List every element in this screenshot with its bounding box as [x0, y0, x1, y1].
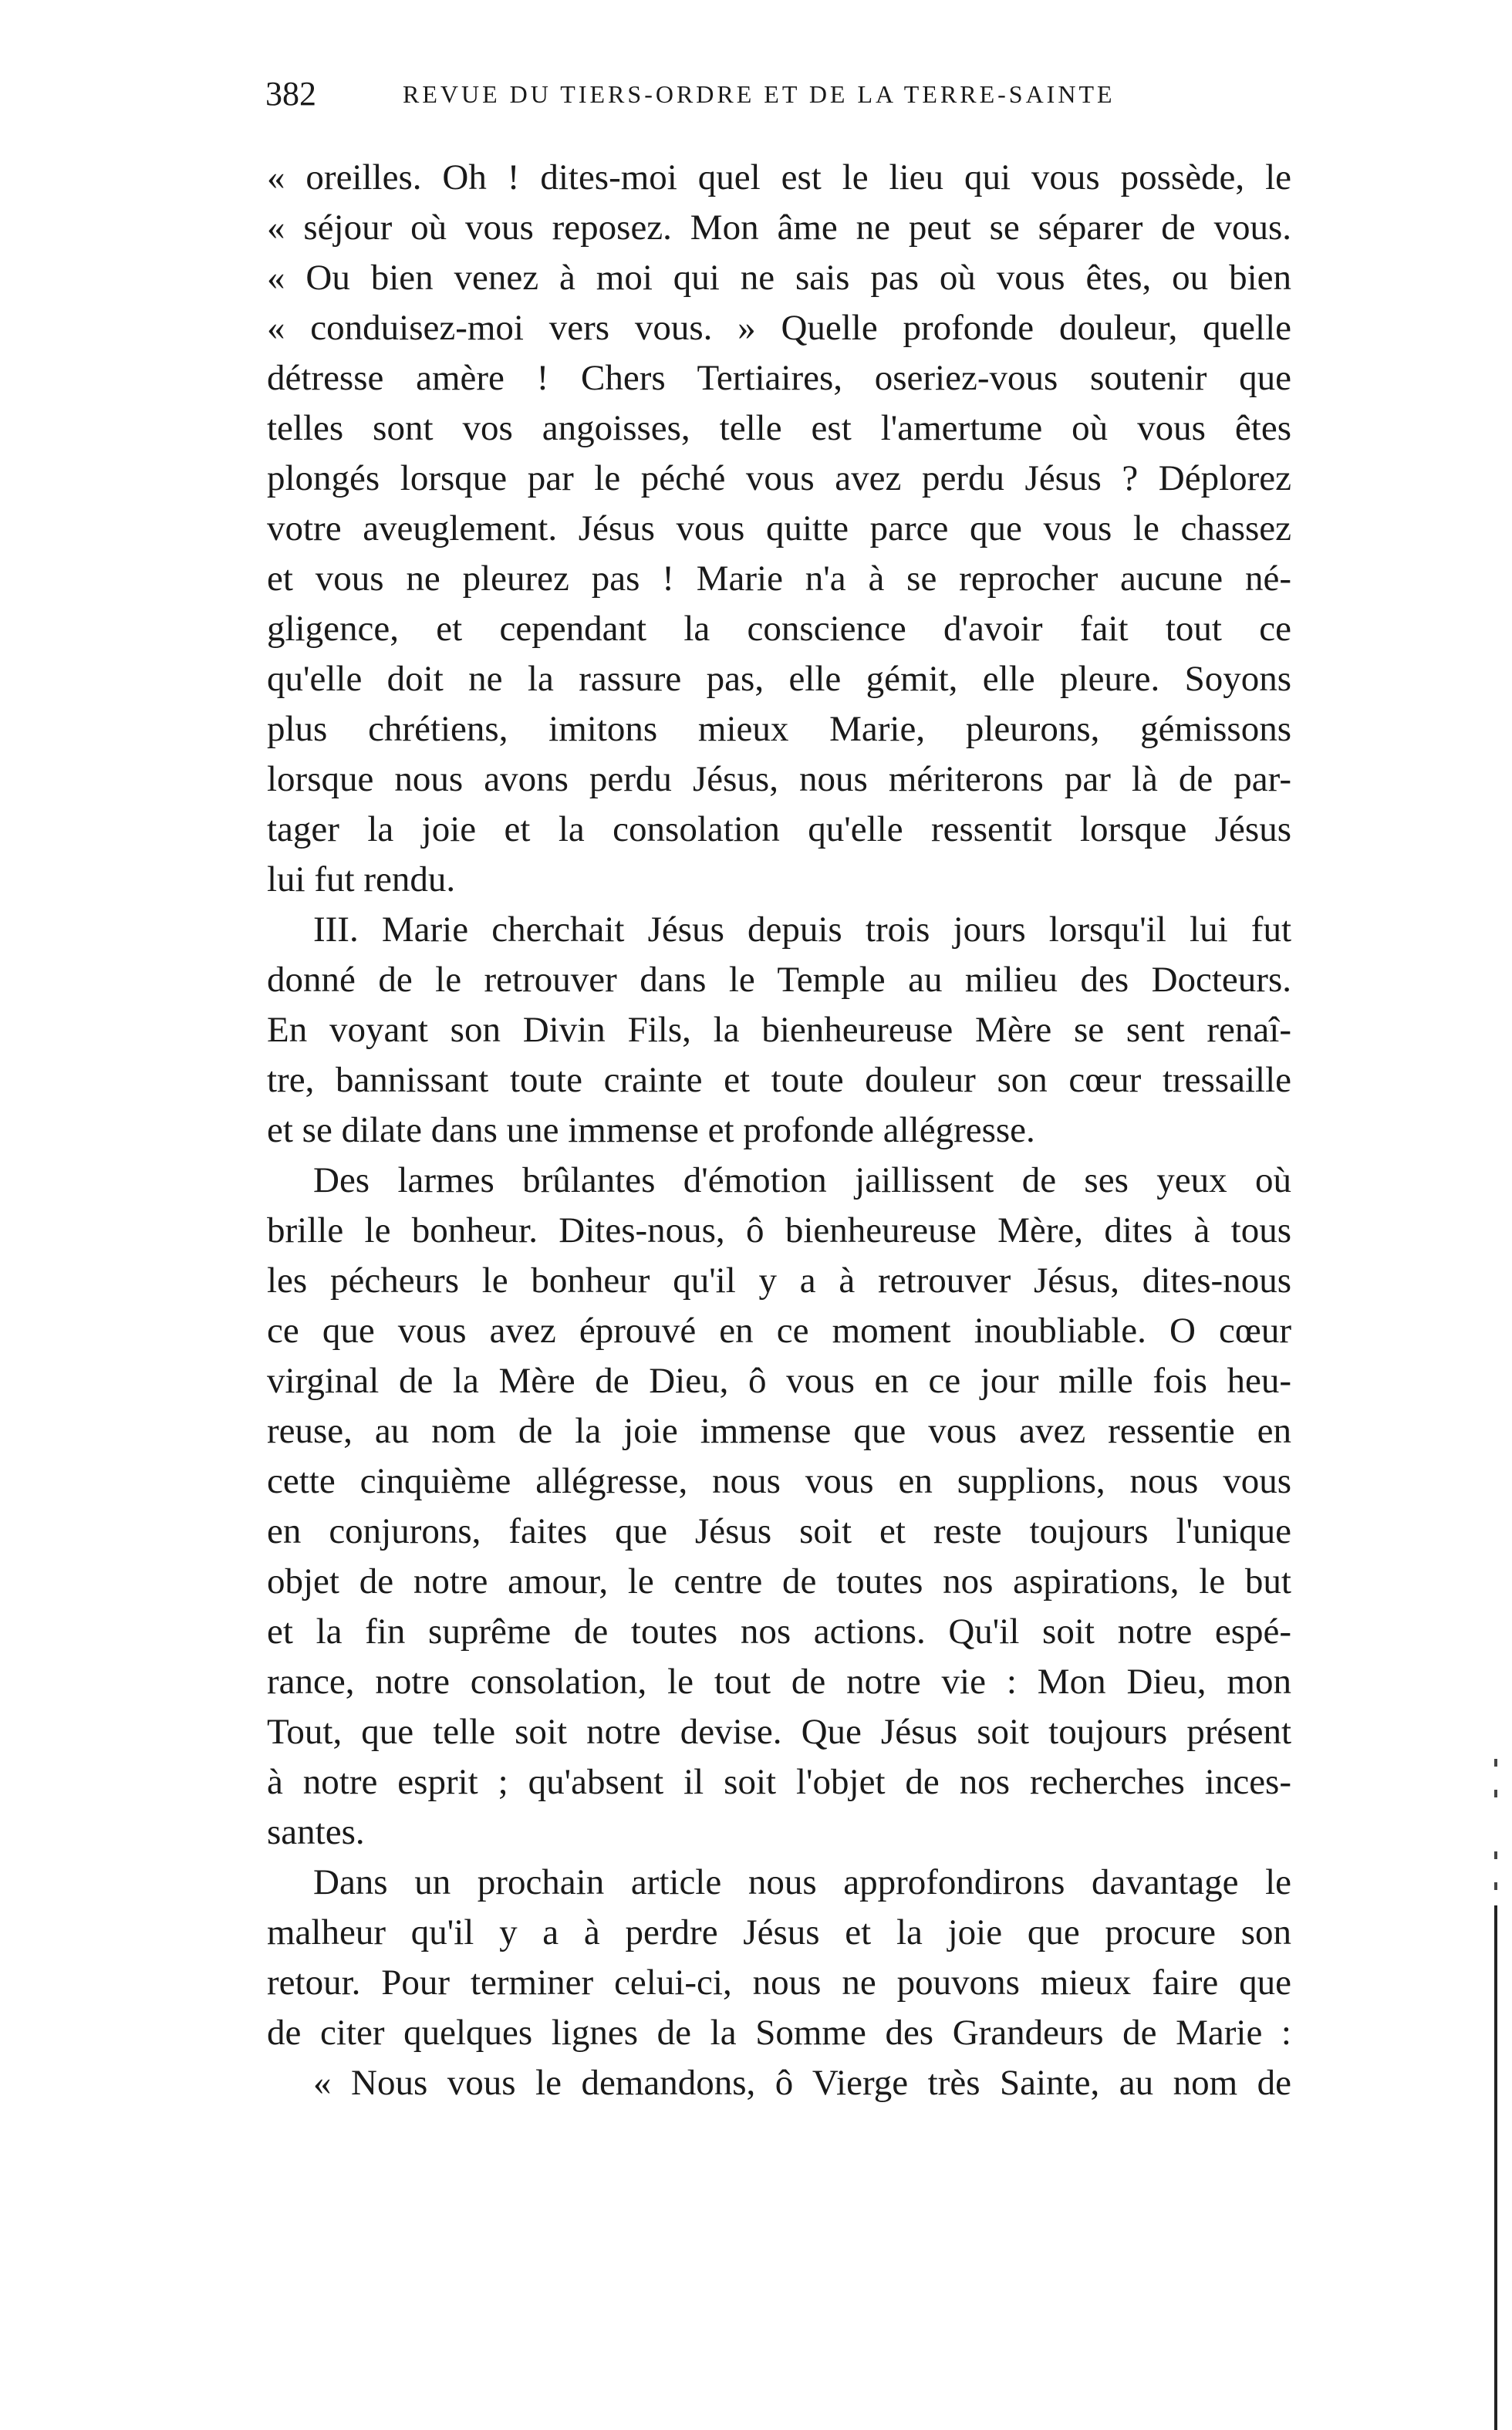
text-line: les pécheurs le bonheur qu'il y a à retrouver Jésus, dites-nous	[267, 1261, 1291, 1301]
text-line: « oreilles. Oh ! dites-moi quel est le lieu qui vous possède, le	[267, 157, 1291, 197]
text-line: retour. Pour terminer celui-ci, nous ne pouvons mieux faire que	[267, 1963, 1291, 2003]
paragraph-first-line: Dans un prochain article nous approfondirons davantage le	[313, 1862, 1291, 1902]
text-line: gligence, et cependant la conscience d'avoir fait tout ce	[267, 609, 1291, 649]
text-line: donné de le retrouver dans le Temple au milieu des Docteurs.	[267, 960, 1291, 1000]
scan-edge-mark	[1494, 1759, 1497, 1767]
text-line: et vous ne pleurez pas ! Marie n'a à se reprocher aucune né-	[267, 559, 1291, 599]
text-line: reuse, au nom de la joie immense que vous avez ressentie en	[267, 1411, 1291, 1451]
text-line: santes.	[267, 1812, 365, 1852]
text-line: « séjour où vous reposez. Mon âme ne peut se séparer de vous.	[267, 208, 1291, 248]
page-number: 382	[265, 75, 316, 113]
text-line: en conjurons, faites que Jésus soit et reste toujours l'unique	[267, 1511, 1291, 1551]
section-three-first-line: III. Marie cherchait Jésus depuis trois jours lorsqu'il lui fut	[313, 910, 1291, 950]
page-header	[265, 71, 1291, 117]
text-line: et la fin suprême de toutes nos actions. Qu'il soit notre espé-	[267, 1612, 1291, 1652]
scan-edge-mark	[1494, 1851, 1497, 1859]
text-line: brille le bonheur. Dites-nous, ô bienheureuse Mère, dites à tous	[267, 1210, 1291, 1250]
text-line: En voyant son Divin Fils, la bienheureuse Mère se sent renaî-	[267, 1010, 1291, 1050]
scan-edge-mark	[1494, 1790, 1497, 1797]
paragraph-first-line: Des larmes brûlantes d'émotion jaillissent de ses yeux où	[313, 1160, 1291, 1200]
text-line: tre, bannissant toute crainte et toute douleur son cœur tressaille	[267, 1060, 1291, 1100]
scan-edge-mark	[1494, 1882, 1497, 1890]
text-line: plongés lorsque par le péché vous avez perdu Jésus ? Déplorez	[267, 458, 1291, 498]
text-line: objet de notre amour, le centre de toutes nos aspirations, le but	[267, 1561, 1291, 1601]
text-line: plus chrétiens, imitons mieux Marie, pleurons, gémissons	[267, 709, 1291, 749]
text-line: rance, notre consolation, le tout de notre vie : Mon Dieu, mon	[267, 1662, 1291, 1702]
scan-edge-rule	[1494, 1905, 1497, 2430]
text-line: cette cinquième allégresse, nous vous en supplions, nous vous	[267, 1461, 1291, 1501]
text-line: lorsque nous avons perdu Jésus, nous mériterons par là de par-	[267, 759, 1291, 799]
text-line: et se dilate dans une immense et profonde allégresse.	[267, 1110, 1035, 1150]
text-line: virginal de la Mère de Dieu, ô vous en ce jour mille fois heu-	[267, 1361, 1291, 1401]
running-title: REVUE DU TIERS-ORDRE ET DE LA TERRE-SAINTE	[403, 80, 1115, 108]
text-line: ce que vous avez éprouvé en ce moment inoubliable. O cœur	[267, 1311, 1291, 1351]
text-line: à notre esprit ; qu'absent il soit l'objet de nos recherches inces-	[267, 1762, 1291, 1802]
text-line: Tout, que telle soit notre devise. Que Jésus soit toujours présent	[267, 1712, 1291, 1752]
text-line: « Ou bien venez à moi qui ne sais pas où vous êtes, ou bien	[267, 258, 1291, 298]
text-line: détresse amère ! Chers Tertiaires, oseriez-vous soutenir que	[267, 358, 1291, 398]
text-line: qu'elle doit ne la rassure pas, elle gémit, elle pleure. Soyons	[267, 659, 1291, 699]
text-line: de citer quelques lignes de la Somme des Grandeurs de Marie :	[267, 2013, 1291, 2053]
text-line: lui fut rendu.	[267, 859, 456, 899]
text-line: « conduisez-moi vers vous. » Quelle profonde douleur, quelle	[267, 308, 1291, 348]
text-line: votre aveuglement. Jésus vous quitte parce que vous le chassez	[267, 508, 1291, 548]
text-line: telles sont vos angoisses, telle est l'amertume où vous êtes	[267, 408, 1291, 448]
text-line: tager la joie et la consolation qu'elle ressentit lorsque Jésus	[267, 809, 1291, 849]
text-line: malheur qu'il y a à perdre Jésus et la joie que procure son	[267, 1912, 1291, 1952]
quotation-first-line: « Nous vous le demandons, ô Vierge très Sainte, au nom de	[313, 2063, 1291, 2103]
